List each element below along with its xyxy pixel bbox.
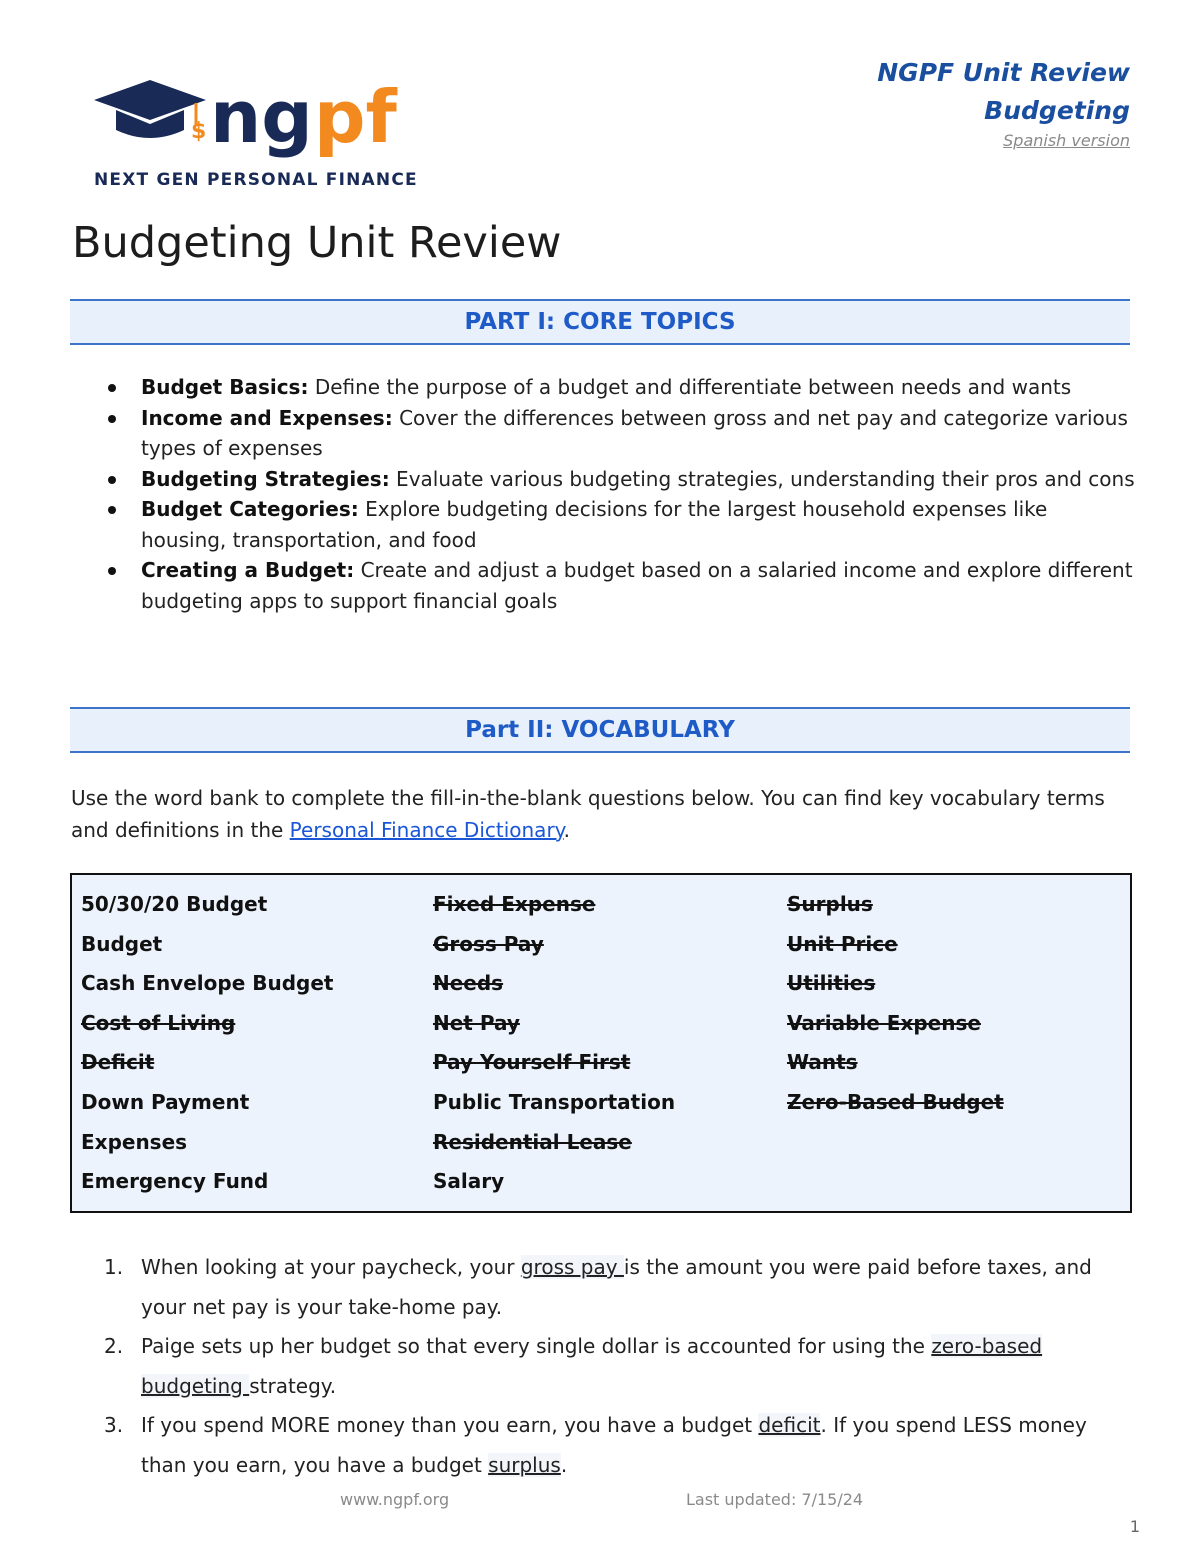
word-bank-term: Cash Envelope Budget — [81, 971, 334, 996]
word-bank-term: Needs — [433, 971, 504, 996]
bullet-icon — [108, 415, 116, 423]
word-bank-term: Residential Lease — [433, 1129, 632, 1154]
spanish-version-link[interactable]: Spanish version — [1003, 131, 1130, 150]
question-text: . — [560, 1452, 568, 1477]
word-bank-term: 50/30/20 Budget — [81, 892, 268, 916]
topic-description: Define the purpose of a budget and differentiate between needs and wants — [308, 375, 1072, 399]
topic-label: Budget Categories: — [141, 497, 359, 521]
footer-url[interactable]: www.ngpf.org — [340, 1490, 450, 1509]
word-bank-term: Wants — [787, 1050, 858, 1075]
topic-description: Explore budgeting decisions for the largest household expenses like housing, transportation, and food — [141, 497, 1048, 552]
bullet-icon — [108, 476, 116, 484]
word-bank-term: Fixed Expense — [433, 892, 596, 916]
topic-label: Budget Basics: — [141, 375, 309, 399]
bullet-icon — [108, 506, 116, 514]
part2-heading: Part II: VOCABULARY — [465, 717, 735, 743]
word-bank-column-1 — [81, 885, 333, 1202]
topic-item — [108, 464, 1138, 495]
word-bank-term: Public Transportation — [433, 1089, 676, 1114]
word-bank-term: Cost of Living — [81, 1010, 236, 1035]
question-text: If you spend MORE money than you earn, you have a budget — [141, 1413, 759, 1437]
question-number: 3. — [104, 1413, 124, 1437]
word-bank-term: Down Payment — [81, 1089, 250, 1114]
word-bank-term: Salary — [433, 1169, 505, 1194]
word-bank-term: Utilities — [787, 971, 876, 996]
topic-item — [108, 555, 1138, 616]
word-bank-term: Expenses — [81, 1129, 188, 1154]
intro-text: Use the word bank to complete the fill-in-the-blank questions below. You can find key vocabulary terms and definitions in the — [71, 786, 1105, 842]
question-number: 2. — [104, 1334, 124, 1358]
answer-blank[interactable]: surplus — [488, 1452, 561, 1477]
grad-cap-icon — [94, 80, 206, 120]
page-title: Budgeting Unit Review — [72, 218, 562, 268]
core-topics-list — [108, 372, 1138, 616]
word-bank-column-2 — [433, 885, 675, 1202]
answer-blank[interactable]: gross pay — [520, 1255, 624, 1279]
topic-description: Create and adjust a budget based on a salaried income and explore different budgeting apps to support financial goals — [141, 558, 1133, 613]
word-bank-term: Emergency Fund — [81, 1169, 269, 1194]
word-bank-term: Net Pay — [433, 1010, 520, 1035]
vocabulary-intro — [71, 783, 1131, 846]
question-item — [100, 1248, 1130, 1327]
personal-finance-dictionary-link[interactable]: Personal Finance Dictionary — [289, 817, 564, 842]
question-number: 1. — [104, 1255, 124, 1279]
topic-label: Budgeting Strategies: — [141, 466, 390, 491]
word-bank-column-3 — [787, 885, 1004, 1123]
fill-in-blank-questions — [100, 1248, 1130, 1485]
unit-header — [877, 54, 1130, 152]
topic-label: Creating a Budget: — [141, 558, 355, 582]
question-item — [100, 1327, 1130, 1406]
word-bank-term: Deficit — [81, 1050, 155, 1075]
word-bank-term: Unit Price — [787, 931, 898, 956]
part1-heading: PART I: CORE TOPICS — [464, 309, 736, 335]
topic-item — [108, 372, 1138, 403]
word-bank-term: Variable Expense — [787, 1010, 981, 1035]
word-bank-term: Gross Pay — [433, 931, 544, 956]
header-line-2: Budgeting — [984, 96, 1130, 125]
answer-blank[interactable]: deficit — [758, 1413, 821, 1437]
bullet-icon — [108, 384, 116, 392]
svg-text:ng: ng — [210, 75, 313, 159]
page-number: 1 — [1129, 1517, 1140, 1536]
word-bank-term: Budget — [81, 931, 163, 956]
topic-item — [108, 494, 1138, 555]
question-text: is the amount you were paid before taxes, and your net pay is your take-home pay. — [141, 1255, 1092, 1319]
word-bank-term: Zero-Based Budget — [787, 1089, 1004, 1114]
svg-text:pf: pf — [314, 75, 397, 159]
header-line-1: NGPF Unit Review — [877, 58, 1130, 87]
topic-description: Evaluate various budgeting strategies, understanding their pros and cons — [389, 466, 1135, 491]
topic-label: Income and Expenses: — [141, 405, 393, 430]
topic-description: Cover the differences between gross and net pay and categorize various types of expenses — [141, 405, 1128, 460]
topic-item — [108, 403, 1138, 464]
question-item — [100, 1406, 1130, 1485]
part1-heading-band — [70, 299, 1130, 345]
word-bank-term: Surplus — [787, 892, 873, 916]
answer-blank[interactable]: zero-based budgeting — [141, 1334, 1043, 1398]
question-text: When looking at your paycheck, your — [141, 1255, 521, 1279]
logo-tagline: NEXT GEN PERSONAL FINANCE — [94, 170, 418, 190]
intro-end: . — [563, 817, 571, 842]
svg-text:$: $ — [191, 119, 207, 144]
word-bank-term: Pay Yourself First — [433, 1050, 631, 1075]
part2-heading-band — [70, 707, 1130, 753]
footer-last-updated: Last updated: 7/15/24 — [686, 1490, 864, 1509]
question-text: strategy. — [249, 1373, 337, 1398]
question-text: . If you spend LESS money than you earn, you have a budget — [141, 1413, 1087, 1477]
word-bank — [70, 873, 1132, 1213]
bullet-icon — [108, 567, 116, 575]
question-text: Paige sets up her budget so that every single dollar is accounted for using the — [141, 1334, 932, 1358]
